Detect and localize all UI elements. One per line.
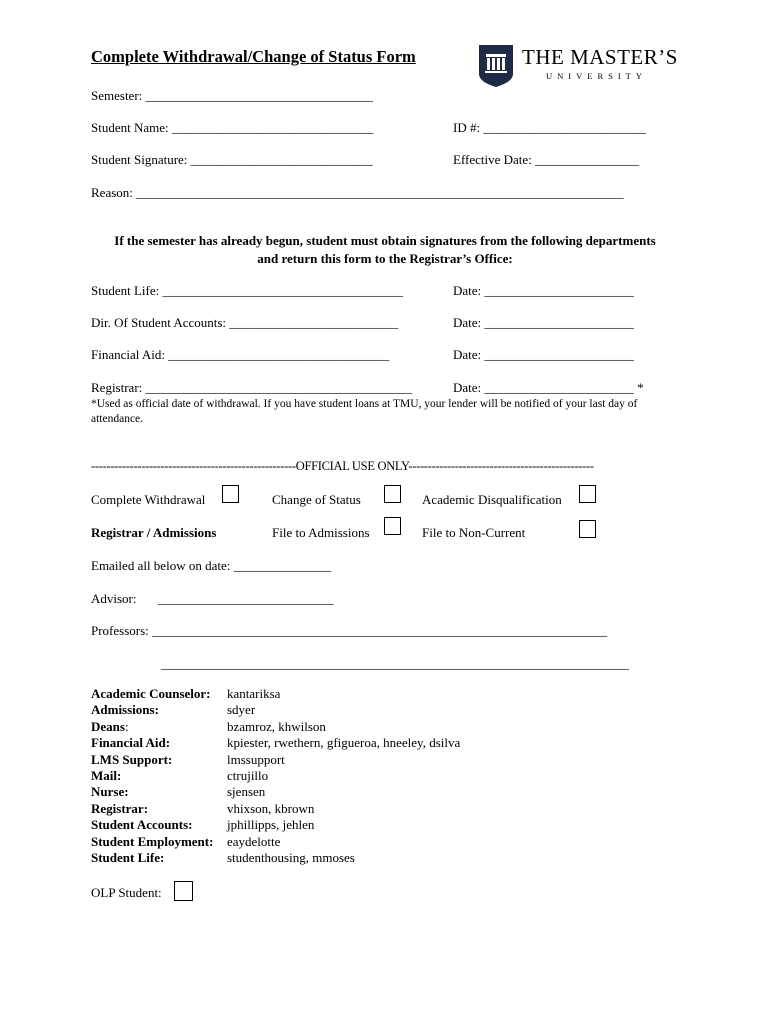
logo-name: THE MASTER’S	[522, 45, 678, 69]
student-life-signature-field[interactable]: Student Life: _____________________________________	[91, 283, 403, 298]
advisor-label: Advisor:	[91, 591, 137, 606]
contact-label: Student Life:	[91, 850, 165, 866]
contact-row	[91, 801, 460, 817]
contact-row	[91, 702, 460, 718]
advisor-field[interactable]: ___________________________	[158, 591, 334, 606]
contact-label: Student Accounts:	[91, 817, 193, 833]
withdrawal-date-note: *Used as official date of withdrawal. If you have student loans at TMU, your lender will be notified of your last day of attendance.	[91, 398, 638, 425]
contact-label: Student Employment:	[91, 833, 214, 849]
student-id-field[interactable]: ID #: _________________________	[453, 120, 646, 135]
effective-date-field[interactable]: Effective Date: ________________	[453, 152, 640, 167]
contact-value: bzamroz, khwilson	[227, 718, 326, 734]
student-accounts-signature-field[interactable]: Dir. Of Student Accounts: __________________________	[91, 315, 399, 330]
contacts-list	[91, 686, 460, 866]
contact-label: Registrar:	[91, 800, 149, 816]
contact-row	[91, 752, 460, 768]
contact-label: LMS Support:	[91, 751, 173, 767]
contact-row	[91, 834, 460, 850]
contact-label-group	[91, 719, 227, 735]
registrar-signature-field[interactable]: Registrar: _________________________________________	[91, 380, 413, 395]
professors-field[interactable]: Professors: ______________________________________________________________________	[91, 623, 608, 638]
contact-value: studenthousing, mmoses	[227, 850, 355, 866]
academic-disqualification-label: Academic Disqualification	[422, 492, 562, 507]
contact-value: vhixson, kbrown	[227, 800, 315, 816]
reason-field[interactable]: Reason: ___________________________________________________________________________	[91, 185, 624, 200]
contact-row	[91, 817, 460, 833]
contact-value: eaydelotte	[227, 833, 281, 849]
contact-value: sdyer	[227, 702, 256, 718]
file-to-admissions-label: File to Admissions	[272, 525, 370, 540]
form-title: Complete Withdrawal/Change of Status Form	[91, 47, 416, 66]
contact-value: ctrujillo	[227, 768, 269, 784]
complete-withdrawal-label: Complete Withdrawal	[91, 492, 206, 507]
change-of-status-checkbox[interactable]	[384, 485, 401, 503]
instructions-line-2: and return this form to the Registrar’s Office:	[257, 251, 513, 266]
professors-field-line-2[interactable]: ________________________________________________________________________	[161, 656, 629, 671]
contact-label: Deans	[91, 718, 125, 734]
contact-label: Mail:	[91, 768, 122, 784]
contact-label: Admissions:	[91, 702, 159, 718]
contact-label: Financial Aid:	[91, 735, 171, 751]
student-life-date-field[interactable]: Date: _______________________	[453, 283, 634, 298]
contact-value: jphillipps, jehlen	[227, 817, 315, 833]
financial-aid-date-field[interactable]: Date: _______________________	[453, 347, 634, 362]
file-to-admissions-checkbox[interactable]	[384, 517, 401, 535]
logo-university: UNIVERSITY	[546, 71, 647, 81]
change-of-status-label: Change of Status	[272, 492, 361, 507]
student-signature-field[interactable]: Student Signature: ____________________________	[91, 152, 373, 167]
contact-value: sjensen	[227, 784, 266, 800]
contact-label: Academic Counselor:	[91, 686, 211, 701]
contact-row	[91, 735, 460, 751]
contact-row	[91, 784, 460, 800]
instructions-line-1: If the semester has already begun, student must obtain signatures from the following departments	[114, 233, 656, 248]
contact-row	[91, 850, 460, 866]
contact-label-colon: :	[124, 718, 129, 734]
official-use-header: -----------------------------------------------------OFFICIAL USE ONLY------------------------------------------------	[91, 459, 594, 473]
student-accounts-date-field[interactable]: Date: _______________________	[453, 315, 634, 330]
academic-disqualification-checkbox[interactable]	[579, 485, 596, 503]
file-to-noncurrent-checkbox[interactable]	[579, 520, 596, 538]
registrar-date-field[interactable]: Date: _______________________ *	[453, 380, 644, 395]
contact-row	[91, 686, 460, 702]
semester-field[interactable]: Semester: ___________________________________	[91, 88, 374, 103]
contact-label: Nurse:	[91, 784, 129, 800]
olp-student-checkbox[interactable]	[174, 881, 193, 901]
university-logo	[478, 44, 678, 92]
olp-student-label: OLP Student:	[91, 885, 162, 900]
registrar-admissions-label: Registrar / Admissions	[91, 525, 217, 540]
file-to-noncurrent-label: File to Non-Current	[422, 525, 526, 540]
contact-value: kpiester, rwethern, gfigueroa, hneeley, dsilva	[227, 735, 461, 751]
instructions	[60, 232, 710, 268]
contact-row	[91, 768, 460, 784]
financial-aid-signature-field[interactable]: Financial Aid: __________________________________	[91, 347, 390, 362]
shield-logo-icon	[478, 44, 514, 88]
contact-value: kantariksa	[227, 686, 281, 701]
student-name-field[interactable]: Student Name: _______________________________	[91, 120, 374, 135]
emailed-date-field[interactable]: Emailed all below on date: _______________	[91, 558, 332, 573]
contact-value: lmssupport	[227, 751, 285, 767]
contact-row	[91, 719, 460, 735]
complete-withdrawal-checkbox[interactable]	[222, 485, 239, 503]
